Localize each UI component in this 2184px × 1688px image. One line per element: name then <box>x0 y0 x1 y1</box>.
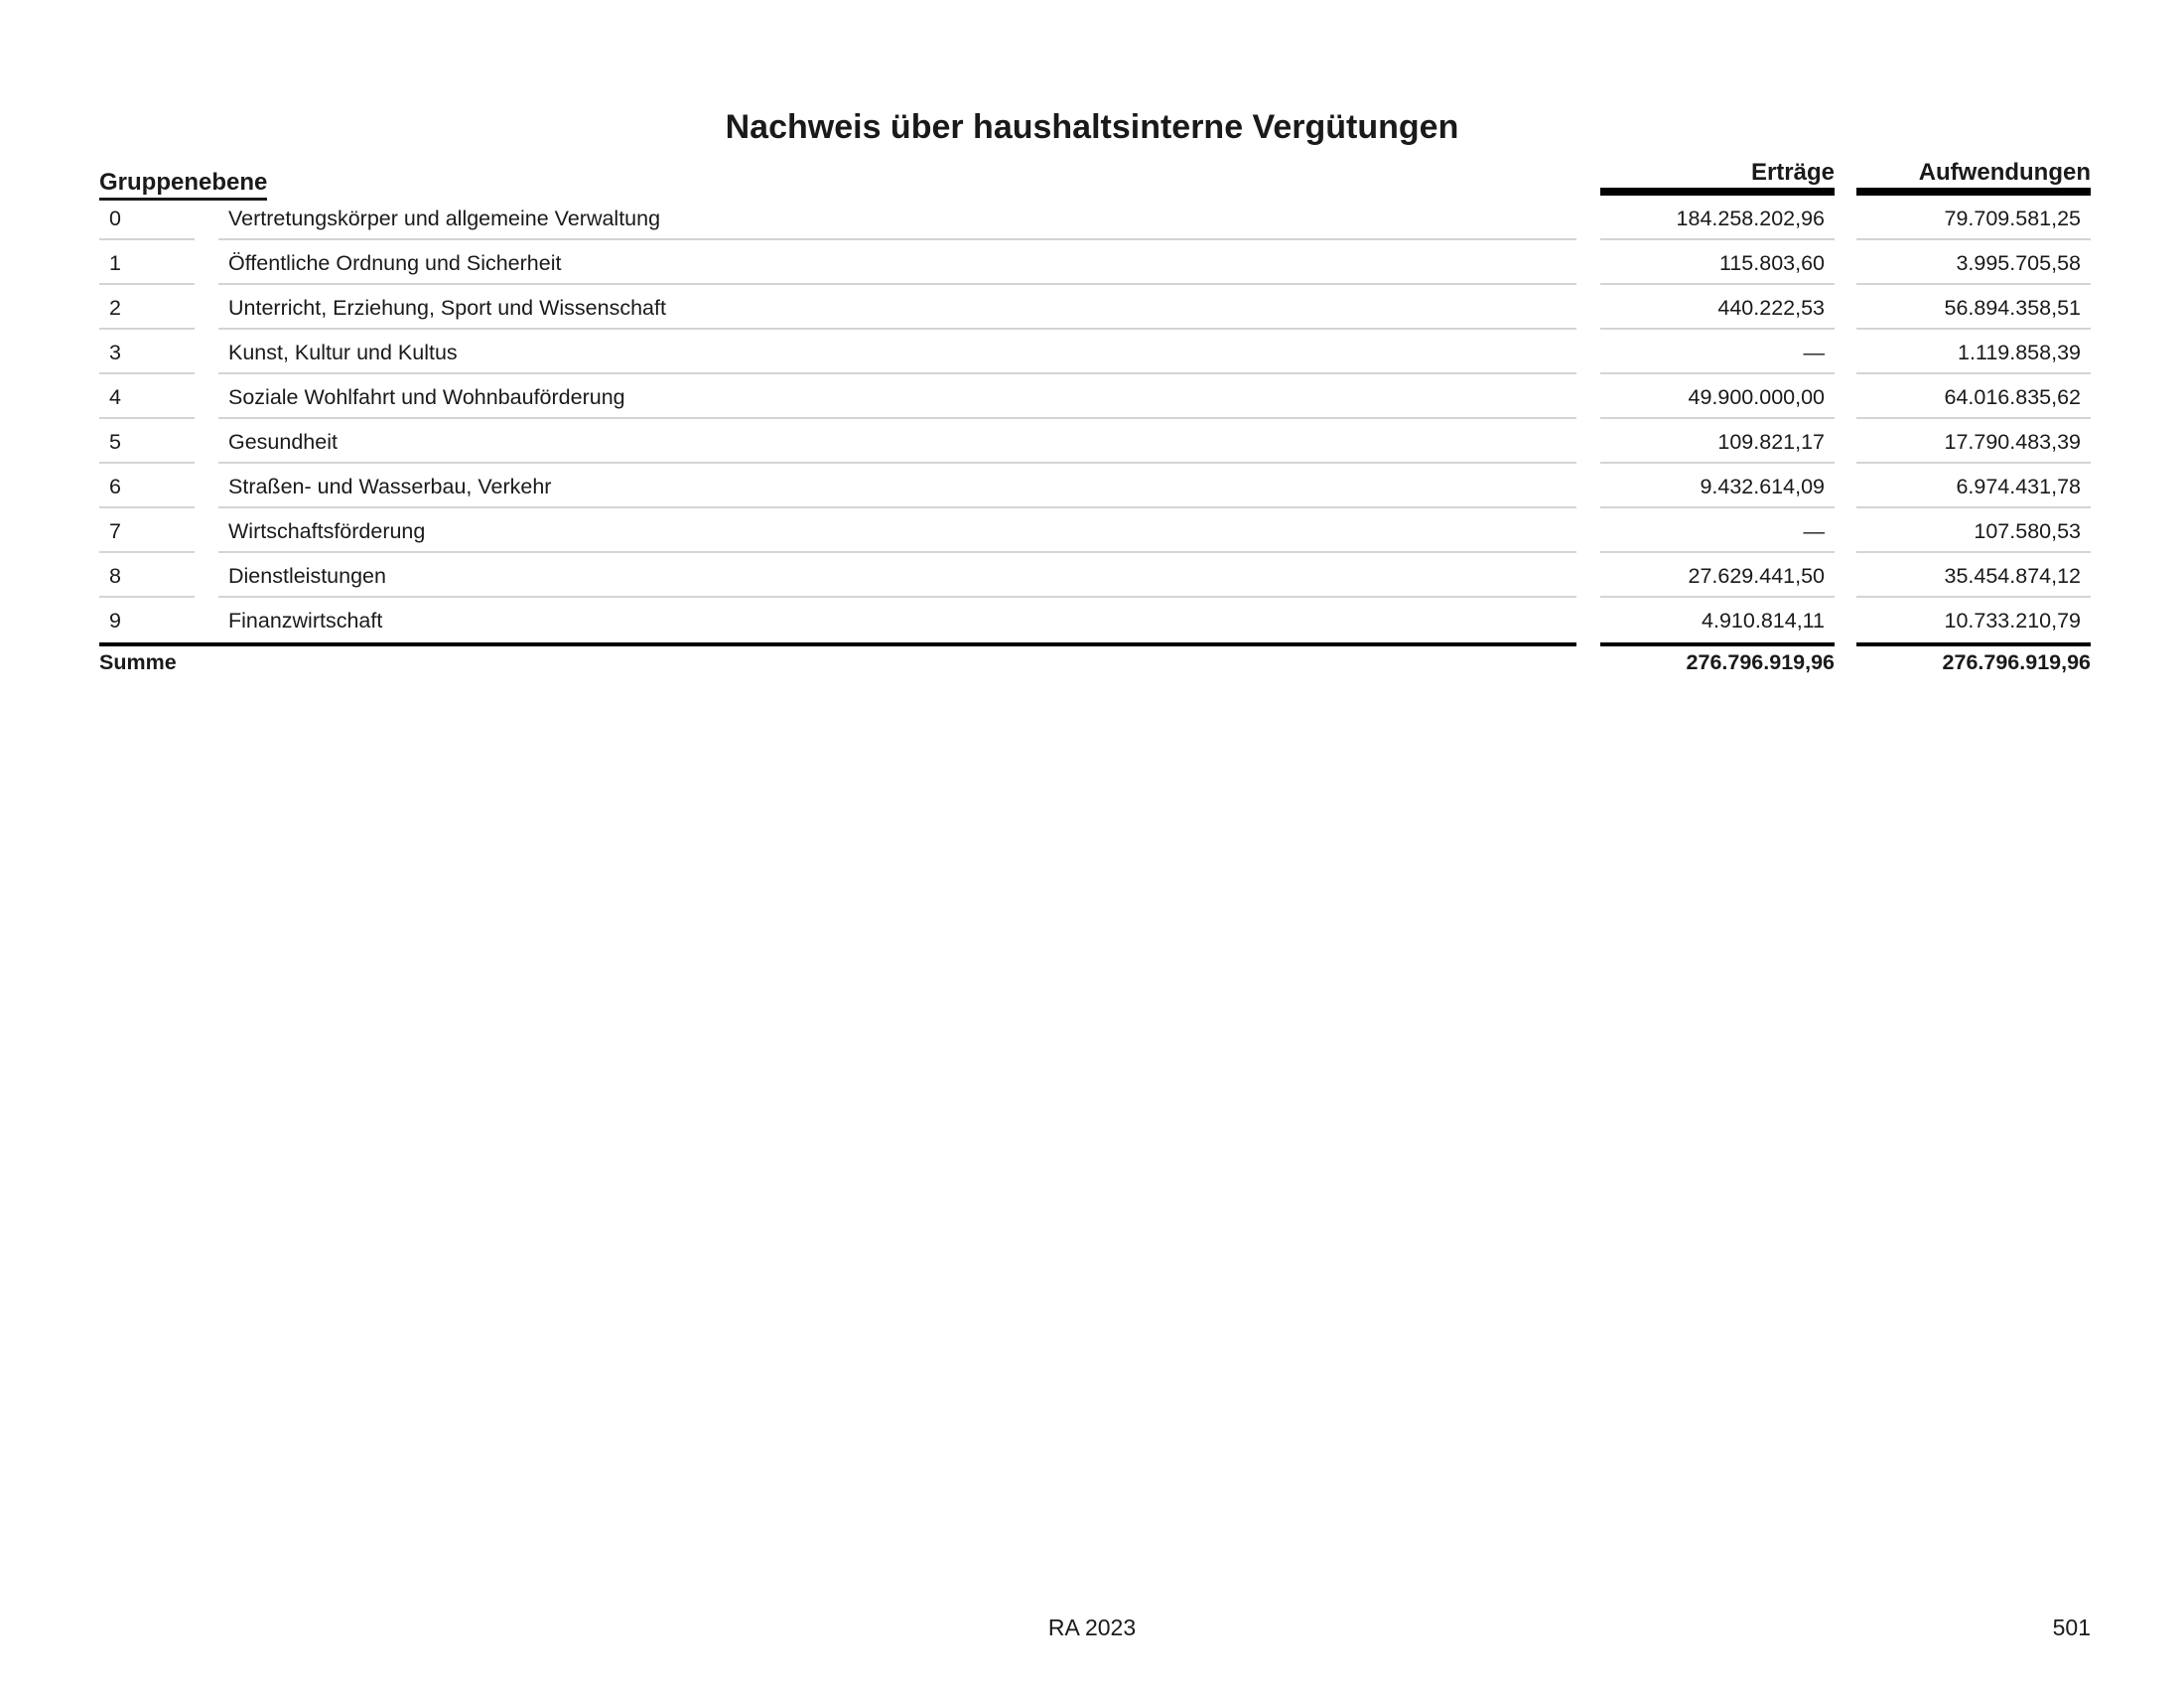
sum-label: Summe <box>99 650 177 674</box>
aufwendungen-value: 3.995.705,58 <box>1856 242 2091 285</box>
ertraege-value: 440.222,53 <box>1600 287 1835 330</box>
aufwendungen-value: 17.790.483,39 <box>1856 421 2091 464</box>
sum-rule-ertraege <box>1600 642 1835 646</box>
page-number: 501 <box>2052 1615 2091 1640</box>
group-number: 1 <box>99 242 195 285</box>
column-header-group: Gruppenebene <box>99 169 267 201</box>
table-row <box>0 466 2184 510</box>
ertraege-value: — <box>1600 510 1835 553</box>
table-row <box>0 510 2184 555</box>
table-row <box>0 198 2184 242</box>
column-header-aufwendungen: Aufwendungen <box>1918 159 2091 186</box>
table-row <box>0 600 2184 644</box>
table-row <box>0 332 2184 376</box>
group-number: 8 <box>99 555 195 598</box>
aufwendungen-value: 79.709.581,25 <box>1856 198 2091 240</box>
ertraege-value: 109.821,17 <box>1600 421 1835 464</box>
aufwendungen-value: 64.016.835,62 <box>1856 376 2091 419</box>
header-rule-aufwendungen <box>1856 188 2091 196</box>
group-label: Unterricht, Erziehung, Sport und Wissenschaft <box>218 287 1576 330</box>
group-label: Finanzwirtschaft <box>228 609 383 633</box>
table-row <box>0 242 2184 287</box>
table-row <box>0 287 2184 332</box>
table-row <box>0 421 2184 466</box>
sum-rule-aufwendungen <box>1856 642 2091 646</box>
group-label: Dienstleistungen <box>218 555 1576 598</box>
ertraege-value: 9.432.614,09 <box>1600 466 1835 508</box>
group-number: 4 <box>99 376 195 419</box>
group-number: 6 <box>99 466 195 508</box>
ertraege-value: 27.629.441,50 <box>1600 555 1835 598</box>
group-label: Soziale Wohlfahrt und Wohnbauförderung <box>218 376 1576 419</box>
group-number: 5 <box>99 421 195 464</box>
aufwendungen-value: 10.733.210,79 <box>1944 609 2081 633</box>
group-number: 0 <box>99 198 195 240</box>
group-label: Kunst, Kultur und Kultus <box>218 332 1576 374</box>
sum-aufwendungen: 276.796.919,96 <box>1942 650 2091 674</box>
header-rule-ertraege <box>1600 188 1835 196</box>
aufwendungen-value: 1.119.858,39 <box>1856 332 2091 374</box>
aufwendungen-value: 6.974.431,78 <box>1856 466 2091 508</box>
group-number: 3 <box>99 332 195 374</box>
ertraege-value: 115.803,60 <box>1600 242 1835 285</box>
group-label: Öffentliche Ordnung und Sicherheit <box>218 242 1576 285</box>
aufwendungen-value: 56.894.358,51 <box>1856 287 2091 330</box>
column-header-ertraege: Erträge <box>1750 159 1835 186</box>
group-number: 2 <box>99 287 195 330</box>
sum-ertraege: 276.796.919,96 <box>1686 650 1835 674</box>
group-number: 9 <box>109 609 121 633</box>
table-row <box>0 376 2184 421</box>
ertraege-value: 49.900.000,00 <box>1600 376 1835 419</box>
ertraege-value: 4.910.814,11 <box>1702 609 1825 633</box>
sum-rule-label <box>99 642 1576 646</box>
aufwendungen-value: 35.454.874,12 <box>1856 555 2091 598</box>
ertraege-value: 184.258.202,96 <box>1600 198 1835 240</box>
aufwendungen-value: 107.580,53 <box>1856 510 2091 553</box>
group-label: Straßen- und Wasserbau, Verkehr <box>218 466 1576 508</box>
group-label: Gesundheit <box>218 421 1576 464</box>
table-row <box>0 555 2184 600</box>
ertraege-value: — <box>1600 332 1835 374</box>
group-number: 7 <box>99 510 195 553</box>
group-label: Wirtschaftsförderung <box>218 510 1576 553</box>
footer-report-name: RA 2023 <box>1047 1615 1137 1640</box>
page-title: Nachweis über haushaltsinterne Vergütungen <box>725 108 1459 146</box>
group-label: Vertretungskörper und allgemeine Verwaltung <box>218 198 1576 240</box>
